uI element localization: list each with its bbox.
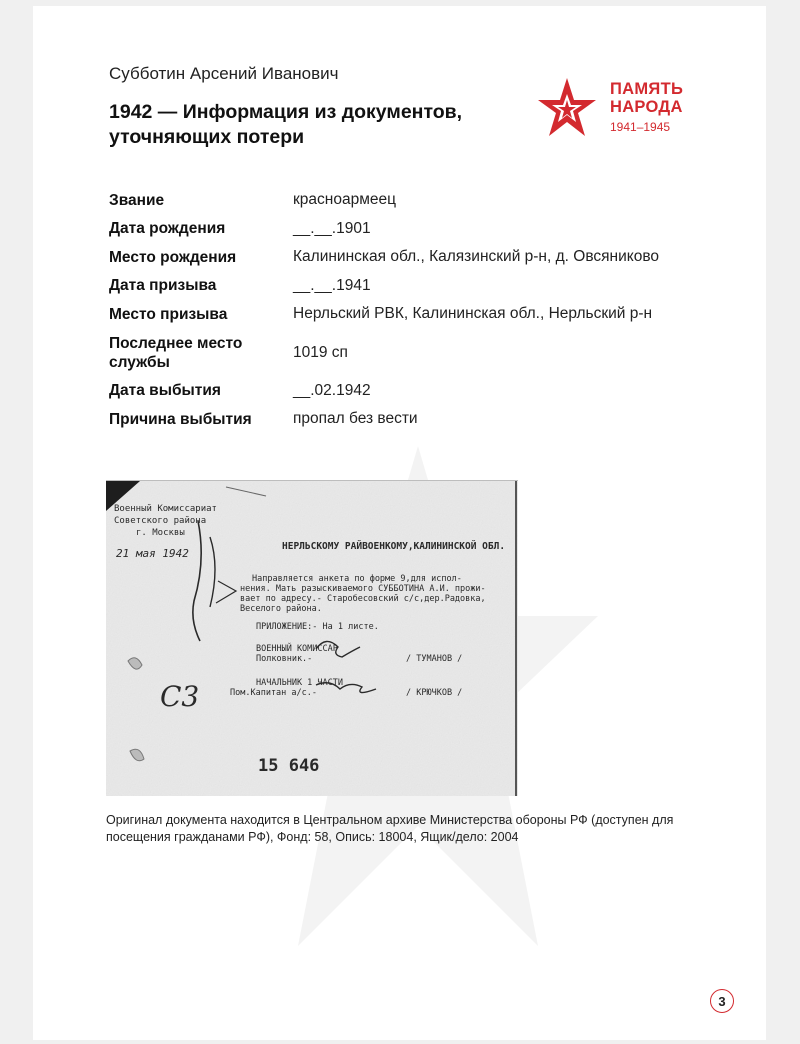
logo-line2: НАРОДА	[610, 98, 683, 116]
signer-name: / ТУМАНОВ /	[406, 654, 463, 664]
body-line: Веселого района.	[240, 604, 322, 614]
field-label: Место рождения	[109, 248, 237, 266]
page-number: 3	[710, 989, 734, 1013]
table-row	[109, 329, 719, 377]
table-row	[109, 300, 719, 329]
signer-rank: Полковник.-	[256, 654, 313, 664]
document-number: 15 646	[258, 756, 320, 776]
info-table	[109, 186, 719, 434]
table-row	[109, 243, 719, 272]
document-page	[33, 6, 766, 1040]
field-label: Дата выбытия	[109, 382, 221, 400]
signer-rank: Пом.Капитан а/с.-	[230, 688, 317, 698]
field-value: Нерльский РВК, Калининская обл., Нерльский р-н	[293, 305, 653, 323]
document-scan-image	[106, 481, 518, 796]
field-label: Звание	[109, 191, 165, 209]
body-line: вает по адресу.- Старобесовский с/с,дер.Радовка,	[240, 594, 486, 604]
signer-role: ВОЕННЫЙ КОМИССАР	[256, 644, 338, 654]
table-row	[109, 215, 719, 244]
field-label: Дата призыва	[109, 277, 217, 295]
field-label: Место призыва	[109, 305, 228, 323]
logo-years: 1941–1945	[610, 120, 671, 134]
field-label: Причина выбытия	[109, 410, 252, 428]
table-row	[109, 186, 719, 215]
table-row	[109, 405, 719, 434]
field-value: __.__.1901	[293, 219, 371, 237]
body-line: Направляется анкета по форме 9,для испол-	[252, 574, 462, 584]
person-name: Субботин Арсений Иванович	[109, 64, 339, 83]
stamp-line: Советского района	[114, 516, 207, 526]
stamp-line: г. Москвы	[136, 528, 185, 538]
signer-name: / КРЮЧКОВ /	[406, 688, 463, 698]
body-line: нения. Мать разыскиваемого СУББОТИНА А.И. прожи-	[240, 584, 486, 594]
attachment: ПРИЛОЖЕНИЕ:- На 1 листе.	[256, 622, 379, 632]
page-title: 1942 — Информация из документов, уточняющих потери	[109, 101, 463, 148]
addressee: НЕРЛЬСКОМУ РАЙВОЕНКОМУ,КАЛИНИНСКОЙ ОБЛ.	[282, 541, 506, 552]
field-value: __.__.1941	[293, 276, 371, 294]
signer-role: НАЧАЛЬНИК 1 ЧАСТИ	[256, 678, 343, 688]
field-value: 1019 сп	[293, 343, 348, 361]
logo	[536, 76, 696, 146]
field-value: красноармеец	[293, 191, 396, 209]
archive-caption: Оригинал документа находится в Центральном архиве Министерства обороны РФ (доступен для посещения гражданами РФ), Фонд: 58, Опись: 18004, Ящик/дело: 2004	[106, 813, 674, 844]
field-value: __.02.1942	[293, 381, 371, 399]
field-label: Последнее место службы	[109, 334, 243, 371]
handwritten-mark: С3	[160, 680, 200, 713]
logo-text	[610, 80, 683, 116]
stamp-line: Военный Комиссариат	[114, 504, 217, 514]
field-value: пропал без вести	[293, 410, 418, 428]
star-icon	[536, 76, 598, 138]
field-value: Калининская обл., Калязинский р-н, д. Овсяниково	[293, 248, 659, 266]
field-label: Дата рождения	[109, 220, 226, 238]
logo-line1: ПАМЯТЬ	[610, 80, 684, 98]
stamp-date: 21 мая 1942	[116, 547, 189, 560]
document-scan	[106, 480, 518, 796]
table-row	[109, 272, 719, 301]
table-row	[109, 377, 719, 406]
